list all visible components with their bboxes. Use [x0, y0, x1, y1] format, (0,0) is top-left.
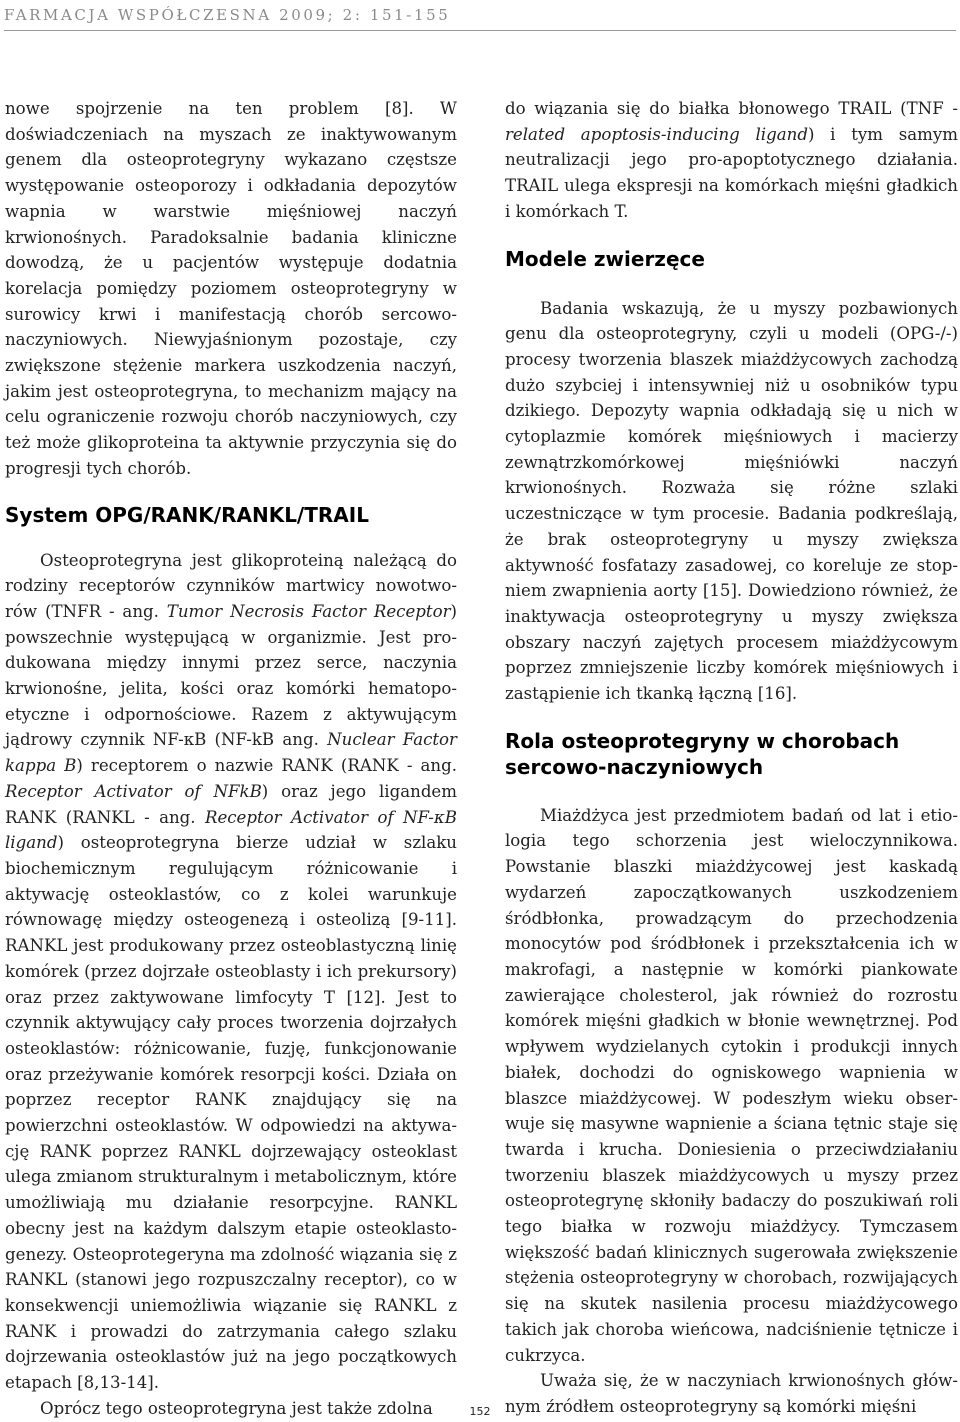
running-head: FARMACJA WSPÓŁCZESNA 2009; 2: 151-155: [4, 6, 451, 24]
paragraph: Badania wskazują, że u myszy pozbawionych genu dla osteoprotegryny, czyli u modeli (OPG-/-) procesy tworzenia blaszek miażdżycowych zachodzą dużo szybciej i intensywniej niż u osobników typu dzikiego. Depozyty wapnia odkładają się u nich w cytoplazmie komórek mięśniowych i macierzy zewnątrzkomórkowej mięśniówki naczyń krwionośnych. Rozważa się różne szlaki uczestniczące w tym procesie. Badania podkreślają, że brak osteoprotegryny u myszy zwiększa aktywność fosfatazy zasadowej, co koreluje ze stopniem zwapnienia aorty [15]. Dowiedziono również, że inaktywacja osteoprotegryny u myszy zwiększa obszary naczyń zajętych procesem miażdżycowym poprzez zmniejszenie liczby komórek mięśniowych i zastąpienie ich tkanką łączną [16].: [505, 298, 958, 704]
paragraph: do wiązania się do białka błonowego TRAIL (TNF - related apoptosis-inducing ligand) i tym samym neutralizacji jego pro-apoptotycznego działania. TRAIL ulega ekspresji na komórkach mięśni gładkich i komórkach T.: [505, 99, 959, 221]
paragraph: Osteoprotegryna jest glikoproteiną należącą do rodziny receptorów czynników martwicy nowotworów (TNFR - ang. Tumor Necrosis Factor Receptor) powszechnie występującą w organizmie. Jest produkowana między innymi przez serce, naczynia krwionośne, jelita, kości oraz komórki hematopoetyczne i odpornościowe. Razem z aktywującym jądrowy czynnik NF-κB (NF-kB ang. Nuclear Factor kappa B) receptorem o nazwie RANK (RANK - ang. Receptor Activator of NFkB) oraz jego ligandem RANK (RANKL - ang. Receptor Activator of NF-κB ligand) osteoprotegryna bierze udział w szlaku biochemicznym regulującym różnicowanie i aktywację osteoklastów, co z kolei warunkuje równowagę między osteogenezą i osteolizą [9-11]. RANKL jest produkowany przez osteoblastyczną linię komórek (przez dojrzałe osteoblasty i ich prekursory) oraz przez zaktywowane limfocyty T [12]. Jest to czynnik aktywujący cały proces tworzenia dojrzałych osteoklastów: różnicowanie, fuzję, funkcjonowanie oraz przeżywanie komórek resorpcji kości. Działa on poprzez receptor RANK znajdujący się na powierzchni osteoklastów. W odpowiedzi na aktywację RANK poprzez RANKL dojrzewający osteoklast ulega zmianom strukturalnym i metabolicznym, które umożliwiają mu działanie resorpcyjne. RANKL obecny jest na każdym dalszym etapie osteoklastogenezy. Osteoprotegeryna ma zdolność wiązania się z RANKL (stanowi jego rozpuszczalny receptor), co w konsekwencji uniemożliwia wiązanie się RANKL z RANK i prowadzi do zatrzymania całego szlaku dojrzewania osteoklastów już na jego początkowych etapach [8,13-14].: [5, 550, 457, 1393]
left-column: [5, 96, 457, 1421]
section-heading: System OPG/RANK/RANKL/TRAIL: [5, 502, 369, 527]
page-number: 152: [469, 1405, 491, 1418]
paragraph: Oprócz tego osteoprotegryna jest także zdolna: [40, 1398, 433, 1418]
section-heading: Rola osteoprotegryny w chorobach sercowo-naczyniowych: [505, 728, 900, 779]
paragraph: Miażdżyca jest przedmiotem badań od lat i etiologia tego schorzenia jest wieloczynnikowa. Powstanie blaszki miażdżycowej jest kaskadą wydarzeń zapoczątkowanych uszkodzeniem śródbłonka, prowadzącym do przechodzenia monocytów pod śródbłonek i przekształcenia ich w makrofagi, a następnie w komórki piankowate zawierające cholesterol, jak również do rozrostu komórek mięśni gładkich w błonie wewnętrznej. Pod wpływem wydzielanych cytokin i produkcji innych białek, dochodzi do ogniskowego wapnienia w blaszce miażdżycowej. W podeszłym wieku obserwuje się masywne wapnienie a ściana tętnic staje się twarda i krucha. Doniesienia o przeciwdziałaniu tworzeniu blaszek miażdżycowych u myszy przez osteoprotegrynę skłoniły badaczy do poszukiwań roli tego białka w rozwoju miażdżycy. Tymczasem większość badań klinicznych sugerowała zwiększenie stężenia osteoprotegryny w chorobach, rozwijających się na skutek nasilenia procesu miażdżycowego takich jak choroba wieńcowa, nadciśnienie tętnicze i cukrzyca.: [505, 805, 958, 1365]
paragraph: Uważa się, że w naczyniach krwionośnych głównym źródłem osteoprotegryny są komórki mięśni: [505, 1371, 958, 1416]
paragraph: nowe spojrzenie na ten problem [8]. W doświadczeniach na myszach ze inaktywowanym genem dla osteoprotegryny wykazano częstsze występowanie osteoporozy i odkładania depozytów wapnia w warstwie mięśniowej naczyń krwionośnych. Paradoksalnie badania kliniczne dowodzą, że u pacjentów występuje dodatnia korelacja pomiędzy poziomem osteoprotegryny w surowicy krwi i manifestacją chorób sercowo-naczyniowych. Niewyjaśnionym pozostaje, czy zwiększone stężenie markera uszkodzenia naczyń, jakim jest osteoprotegryna, to mechanizm mający na celu ograniczenie rozwoju chorób naczyniowych, czy też może glikoproteina ta aktywnie przyczynia się do progresji tych chorób.: [5, 99, 457, 478]
right-column: [505, 96, 958, 1420]
header-rule: [4, 30, 956, 31]
section-heading: Modele zwierzęce: [505, 246, 705, 271]
